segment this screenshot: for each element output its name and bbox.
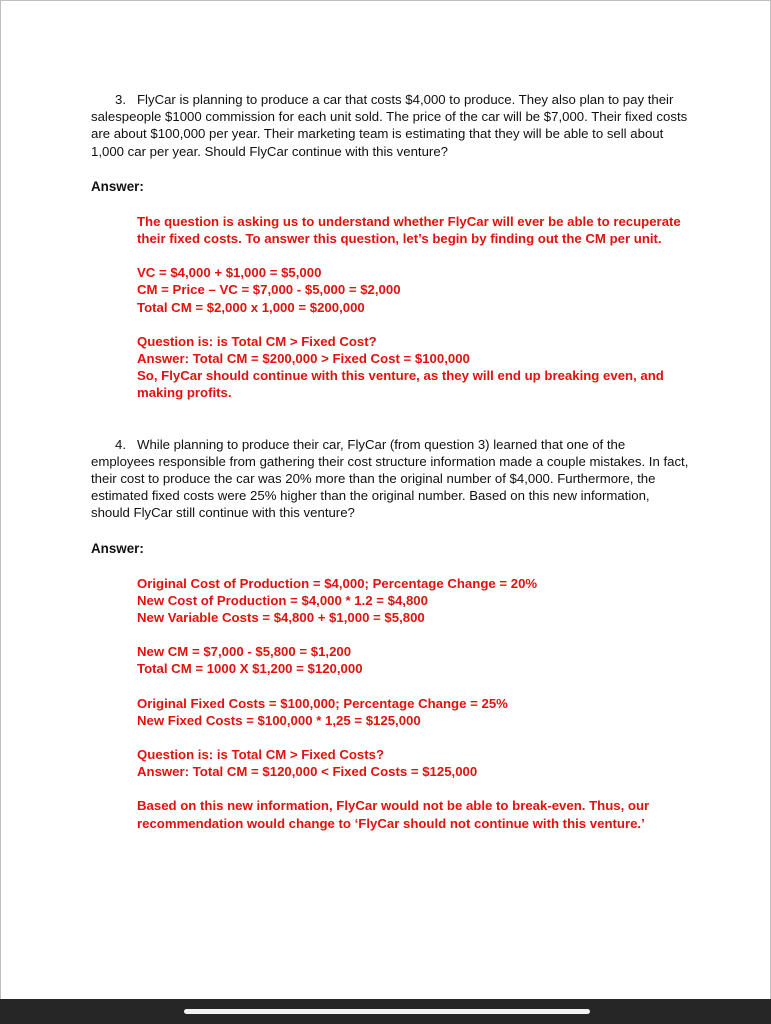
q4-question-is: Question is: is Total CM > Fixed Costs? [137, 747, 385, 763]
q4-new-cm: New CM = $7,000 - $5,800 = $1,200 [137, 644, 352, 660]
document-content [91, 91, 691, 832]
q4-answer-line: Answer: Total CM = $120,000 < Fixed Costs = $125,000 [137, 764, 478, 780]
q4-new-fixed: New Fixed Costs = $100,000 * 1,25 = $125,000 [137, 712, 421, 728]
q4-total-cm: Total CM = 1000 X $1,200 = $120,000 [137, 661, 363, 677]
q3-conclusion: So, FlyCar should continue with this venture, as they will end up breaking even, and making profits. [137, 368, 664, 401]
q3-answer-line: Answer: Total CM = $200,000 > Fixed Cost = $100,000 [137, 351, 470, 367]
q4-new-cost: New Cost of Production = $4,000 * 1.2 = $4,800 [137, 592, 428, 608]
home-indicator[interactable] [184, 1009, 590, 1014]
question-3-number: 3. [115, 92, 126, 107]
q3-question-is: Question is: is Total CM > Fixed Cost? [137, 333, 377, 349]
question-4-number: 4. [115, 436, 126, 452]
bottom-bar [0, 999, 771, 1024]
question-3-text: FlyCar is planning to produce a car that costs $4,000 to produce. They also plan to pay their salespeople $1000 commission for each unit sold. The price of the car will be $7,000. Their fixed costs are about $100,000 per year. Their marketing team is estimating that they will be able to sell about 1,000 car per year. Should FlyCar continue with this venture? [91, 92, 688, 159]
q3-calc-cm: CM = Price – VC = $7,000 - $5,000 = $2,000 [137, 282, 401, 298]
question-4 [91, 436, 691, 522]
q3-calc-total-cm: Total CM = $2,000 x 1,000 = $200,000 [137, 299, 365, 315]
q4-conclusion: Based on this new information, FlyCar would not be able to break-even. Thus, our recommendation would change to ‘FlyCar should not continue with this venture.’ [137, 798, 650, 831]
question-4-text: While planning to produce their car, FlyCar (from question 3) learned that one of the employees responsible from gathering their cost structure information made a couple mistakes. In fact, their cost to produce the car was 20% more than the original number of $4,000. Furthermore, the estimated fixed costs were 25% higher than the original number. Based on this new information, should FlyCar still continue with this venture? [91, 436, 689, 521]
question-3 [91, 91, 691, 160]
question-3-answer-label: Answer: [91, 178, 144, 194]
q4-original-fixed: Original Fixed Costs = $100,000; Percentage Change = 25% [137, 695, 508, 711]
q3-intro: The question is asking us to understand whether FlyCar will ever be able to recuperate their fixed costs. To answer this question, let’s begin by finding out the CM per unit. [137, 213, 681, 247]
question-4-answer-label: Answer: [91, 540, 144, 556]
q4-new-variable-costs: New Variable Costs = $4,800 + $1,000 = $5,800 [137, 610, 425, 626]
q3-calc-vc: VC = $4,000 + $1,000 = $5,000 [137, 265, 322, 281]
question-4-answer [137, 575, 697, 832]
question-3-answer [137, 213, 697, 402]
q4-original-cost: Original Cost of Production = $4,000; Percentage Change = 20% [137, 575, 538, 591]
